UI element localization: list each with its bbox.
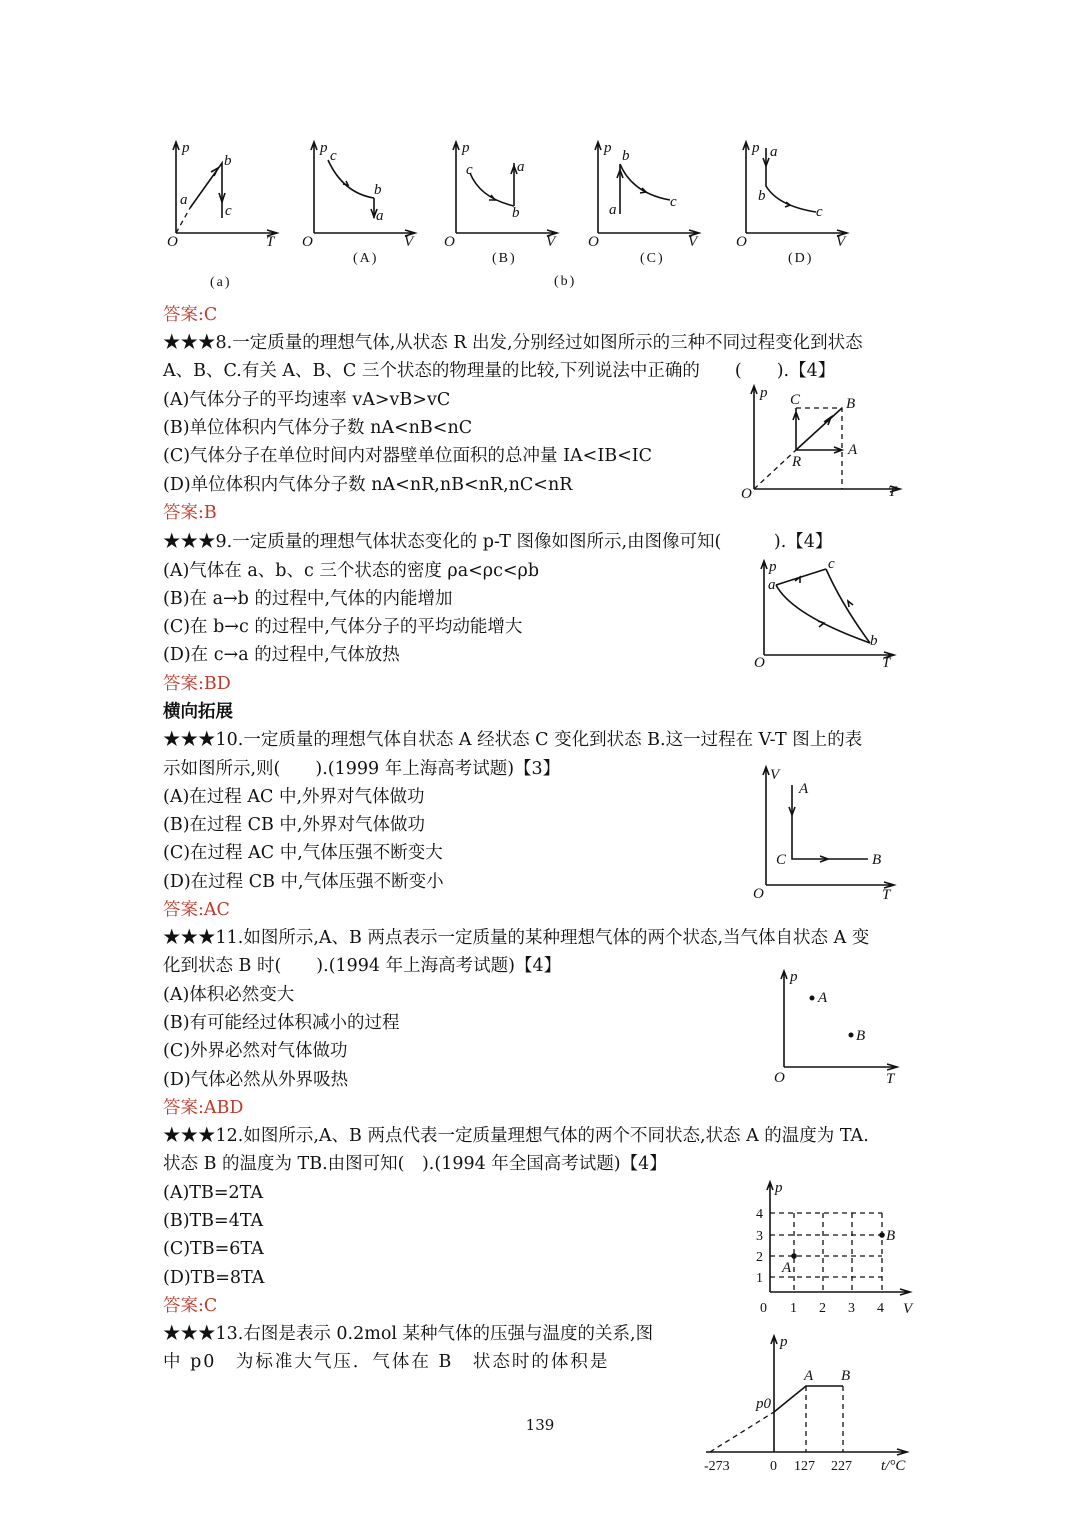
svg-text:3: 3 [756,1229,763,1244]
q12-stem-1: ★★★12.如图所示,A、B 两点代表一定质量理想气体的两个不同状态,状态 A 的温度为 TA. [163,1126,869,1146]
q11-stem-2: 化到状态 B 时( ).(1994 年上海高考试题)【4】 [163,956,562,976]
axis-y-label: p [182,140,190,156]
svg-text:B: B [841,1368,851,1384]
svg-text:A: A [818,990,828,1006]
svg-text:c: c [670,194,677,210]
q12-option-d: (D)TB=8TA [163,1268,265,1288]
figure-C [582,138,712,273]
answer-8: 答案:B [163,503,217,523]
q8-option-a: (A)气体分子的平均速率 vA>vB>vC [163,390,451,410]
q12-stem-2: 状态 B 的温度为 TB.由图可知( ).(1994 年全国高考试题)【4】 [163,1154,667,1174]
svg-text:t/°C: t/°C [881,1458,906,1474]
svg-text:B: B [846,396,856,412]
q8-stem-1: ★★★8.一定质量的理想气体,从状态 R 出发,分别经过如图所示的三种不同过程变化到状态 [163,333,863,353]
svg-text:A: A [848,442,858,458]
svg-text:p: p [752,140,760,156]
point-label-a: a [180,192,188,208]
svg-text:O: O [774,1070,785,1086]
svg-text:127: 127 [794,1459,815,1474]
answer-9: 答案:BD [163,674,231,694]
q12-option-c: (C)TB=6TA [163,1239,264,1259]
svg-text:R: R [792,454,802,470]
svg-text:-273: -273 [704,1459,730,1474]
svg-text:O: O [736,234,747,250]
answer-7: 答案:C [163,305,218,325]
q11-option-d: (D)气体必然从外界吸热 [163,1070,349,1090]
q11-stem-1: ★★★11.如图所示,A、B 两点表示一定质量的某种理想气体的两个状态,当气体自状态 A 变 [163,928,870,948]
axis-x-label: T [266,234,275,250]
svg-text:p: p [780,1334,788,1350]
point-label-c: c [225,203,232,219]
answer-10: 答案:AC [163,900,230,920]
q10-stem-2: 示如图所示,则( ).(1999 年上海高考试题)【3】 [163,759,561,779]
q9-option-c: (C)在 b→c 的过程中,气体分子的平均动能增大 [163,617,523,637]
q9-option-d: (D)在 c→a 的过程中,气体放热 [163,645,400,665]
svg-text:a: a [609,202,617,218]
q9-stem: ★★★9.一定质量的理想气体状态变化的 p-T 图像如图所示,由图像可知( ).【4】 [163,532,833,552]
svg-text:V: V [546,234,556,250]
q12-option-b: (B)TB=4TA [163,1211,264,1231]
svg-text:b: b [870,633,878,649]
svg-text:T: T [888,484,897,500]
q9-option-a: (A)气体在 a、b、c 三个状态的密度 ρa<ρc<ρb [163,561,540,581]
figure-q12 [750,1180,920,1320]
svg-text:T: T [882,655,891,671]
svg-text:p: p [790,969,798,985]
figure-q13 [700,1332,920,1482]
svg-text:p: p [604,140,612,156]
svg-text:p: p [462,140,470,156]
svg-text:V: V [404,234,414,250]
figure-B [440,138,570,273]
svg-text:4: 4 [877,1301,884,1316]
q8-option-d: (D)单位体积内气体分子数 nA<nR,nB<nR,nC<nR [163,475,573,495]
q8-option-b: (B)单位体积内气体分子数 nA<nB<nC [163,418,473,438]
page-number: 139 [525,1416,555,1434]
section-heading: 横向拓展 [163,702,233,722]
answer-12: 答案:C [163,1296,218,1316]
svg-text:p0: p0 [756,1396,771,1412]
svg-text:p: p [775,1180,783,1196]
svg-text:4: 4 [756,1207,763,1222]
q13-stem-1: ★★★13.右图是表示 0.2mol 某种气体的压强与温度的关系,图 [163,1324,654,1344]
q13-stem-2: 中 p0 为标准大气压．气体在 B 状态时的体积是 [163,1352,610,1372]
svg-text:c: c [816,204,823,220]
svg-text:227: 227 [831,1459,852,1474]
svg-text:A: A [799,781,809,797]
svg-text:a: a [376,208,384,224]
figure-A [298,138,428,273]
svg-text:1: 1 [790,1301,797,1316]
svg-text:0: 0 [760,1301,767,1316]
svg-text:(D): (D) [788,251,814,266]
caption-a: (a) [210,275,232,290]
q10-stem-1: ★★★10.一定质量的理想气体自状态 A 经状态 C 变化到状态 B.这一过程在 V-T 图上的表 [163,730,863,750]
origin-label: O [167,234,178,250]
svg-text:T: T [882,887,891,903]
answer-11: 答案:ABD [163,1098,244,1118]
caption-b [552,268,592,292]
point-B [849,1033,854,1038]
q11-option-b: (B)有可能经过体积减小的过程 [163,1013,400,1033]
q12-option-a: (A)TB=2TA [163,1183,263,1203]
point-label-b: b [224,153,232,169]
svg-text:b: b [512,205,520,221]
svg-text:p: p [769,559,777,575]
svg-text:2: 2 [756,1250,763,1265]
svg-text:p: p [320,140,328,156]
svg-text:p: p [760,385,768,401]
svg-text:O: O [588,234,599,250]
svg-text:C: C [776,852,787,868]
svg-text:O: O [754,655,765,671]
svg-text:A: A [782,1260,792,1276]
q9-option-b: (B)在 a→b 的过程中,气体的内能增加 [163,589,453,609]
svg-text:V: V [770,767,780,783]
q11-option-a: (A)体积必然变大 [163,985,295,1005]
svg-text:(A): (A) [353,251,379,266]
svg-text:B: B [872,852,882,868]
svg-text:2: 2 [819,1301,826,1316]
svg-text:(B): (B) [492,251,517,266]
svg-text:V: V [688,234,698,250]
figure-q9 [752,555,902,670]
q11-option-c: (C)外界必然对气体做功 [163,1041,348,1061]
point-A [791,1253,797,1259]
svg-text:V: V [903,1301,913,1317]
svg-text:C: C [790,392,801,408]
q10-option-b: (B)在过程 CB 中,外界对气体做功 [163,815,425,835]
svg-text:c: c [828,556,835,572]
svg-text:c: c [330,148,337,164]
svg-text:a: a [517,159,525,175]
q10-option-d: (D)在过程 CB 中,气体压强不断变小 [163,872,444,892]
svg-text:A: A [804,1368,814,1384]
figure-q11 [770,965,905,1090]
svg-text:3: 3 [848,1301,855,1316]
svg-text:b: b [758,188,766,204]
svg-text:V: V [836,234,846,250]
q8-stem-2: A、B、C.有关 A、B、C 三个状态的物理量的比较,下列说法中正确的 ( ).【4】 [163,361,836,381]
svg-text:O: O [302,234,313,250]
svg-text:a: a [768,577,776,593]
q8-option-c: (C)气体分子在单位时间内对器壁单位面积的总冲量 IA<IB<IC [163,446,653,466]
point-A [810,996,815,1001]
svg-text:B: B [856,1028,866,1044]
svg-text:O: O [741,486,752,502]
q10-option-c: (C)在过程 AC 中,气体压强不断变大 [163,843,443,863]
point-B [879,1232,885,1238]
figure-q10 [752,765,902,903]
svg-text:b: b [622,148,630,164]
figure-q8 [738,384,908,502]
svg-text:a: a [770,144,778,160]
figure-D [730,138,860,273]
svg-text:O: O [444,234,455,250]
svg-text:b: b [374,182,382,198]
figure-a [160,138,290,288]
svg-text:0: 0 [770,1459,777,1474]
svg-text:B: B [886,1228,896,1244]
q10-option-a: (A)在过程 AC 中,外界对气体做功 [163,787,425,807]
svg-text:O: O [753,886,764,902]
svg-text:1: 1 [756,1271,763,1286]
svg-text:T: T [886,1071,895,1087]
svg-text:(C): (C) [640,251,665,266]
svg-text:(b): (b) [554,274,577,289]
svg-text:c: c [466,162,473,178]
